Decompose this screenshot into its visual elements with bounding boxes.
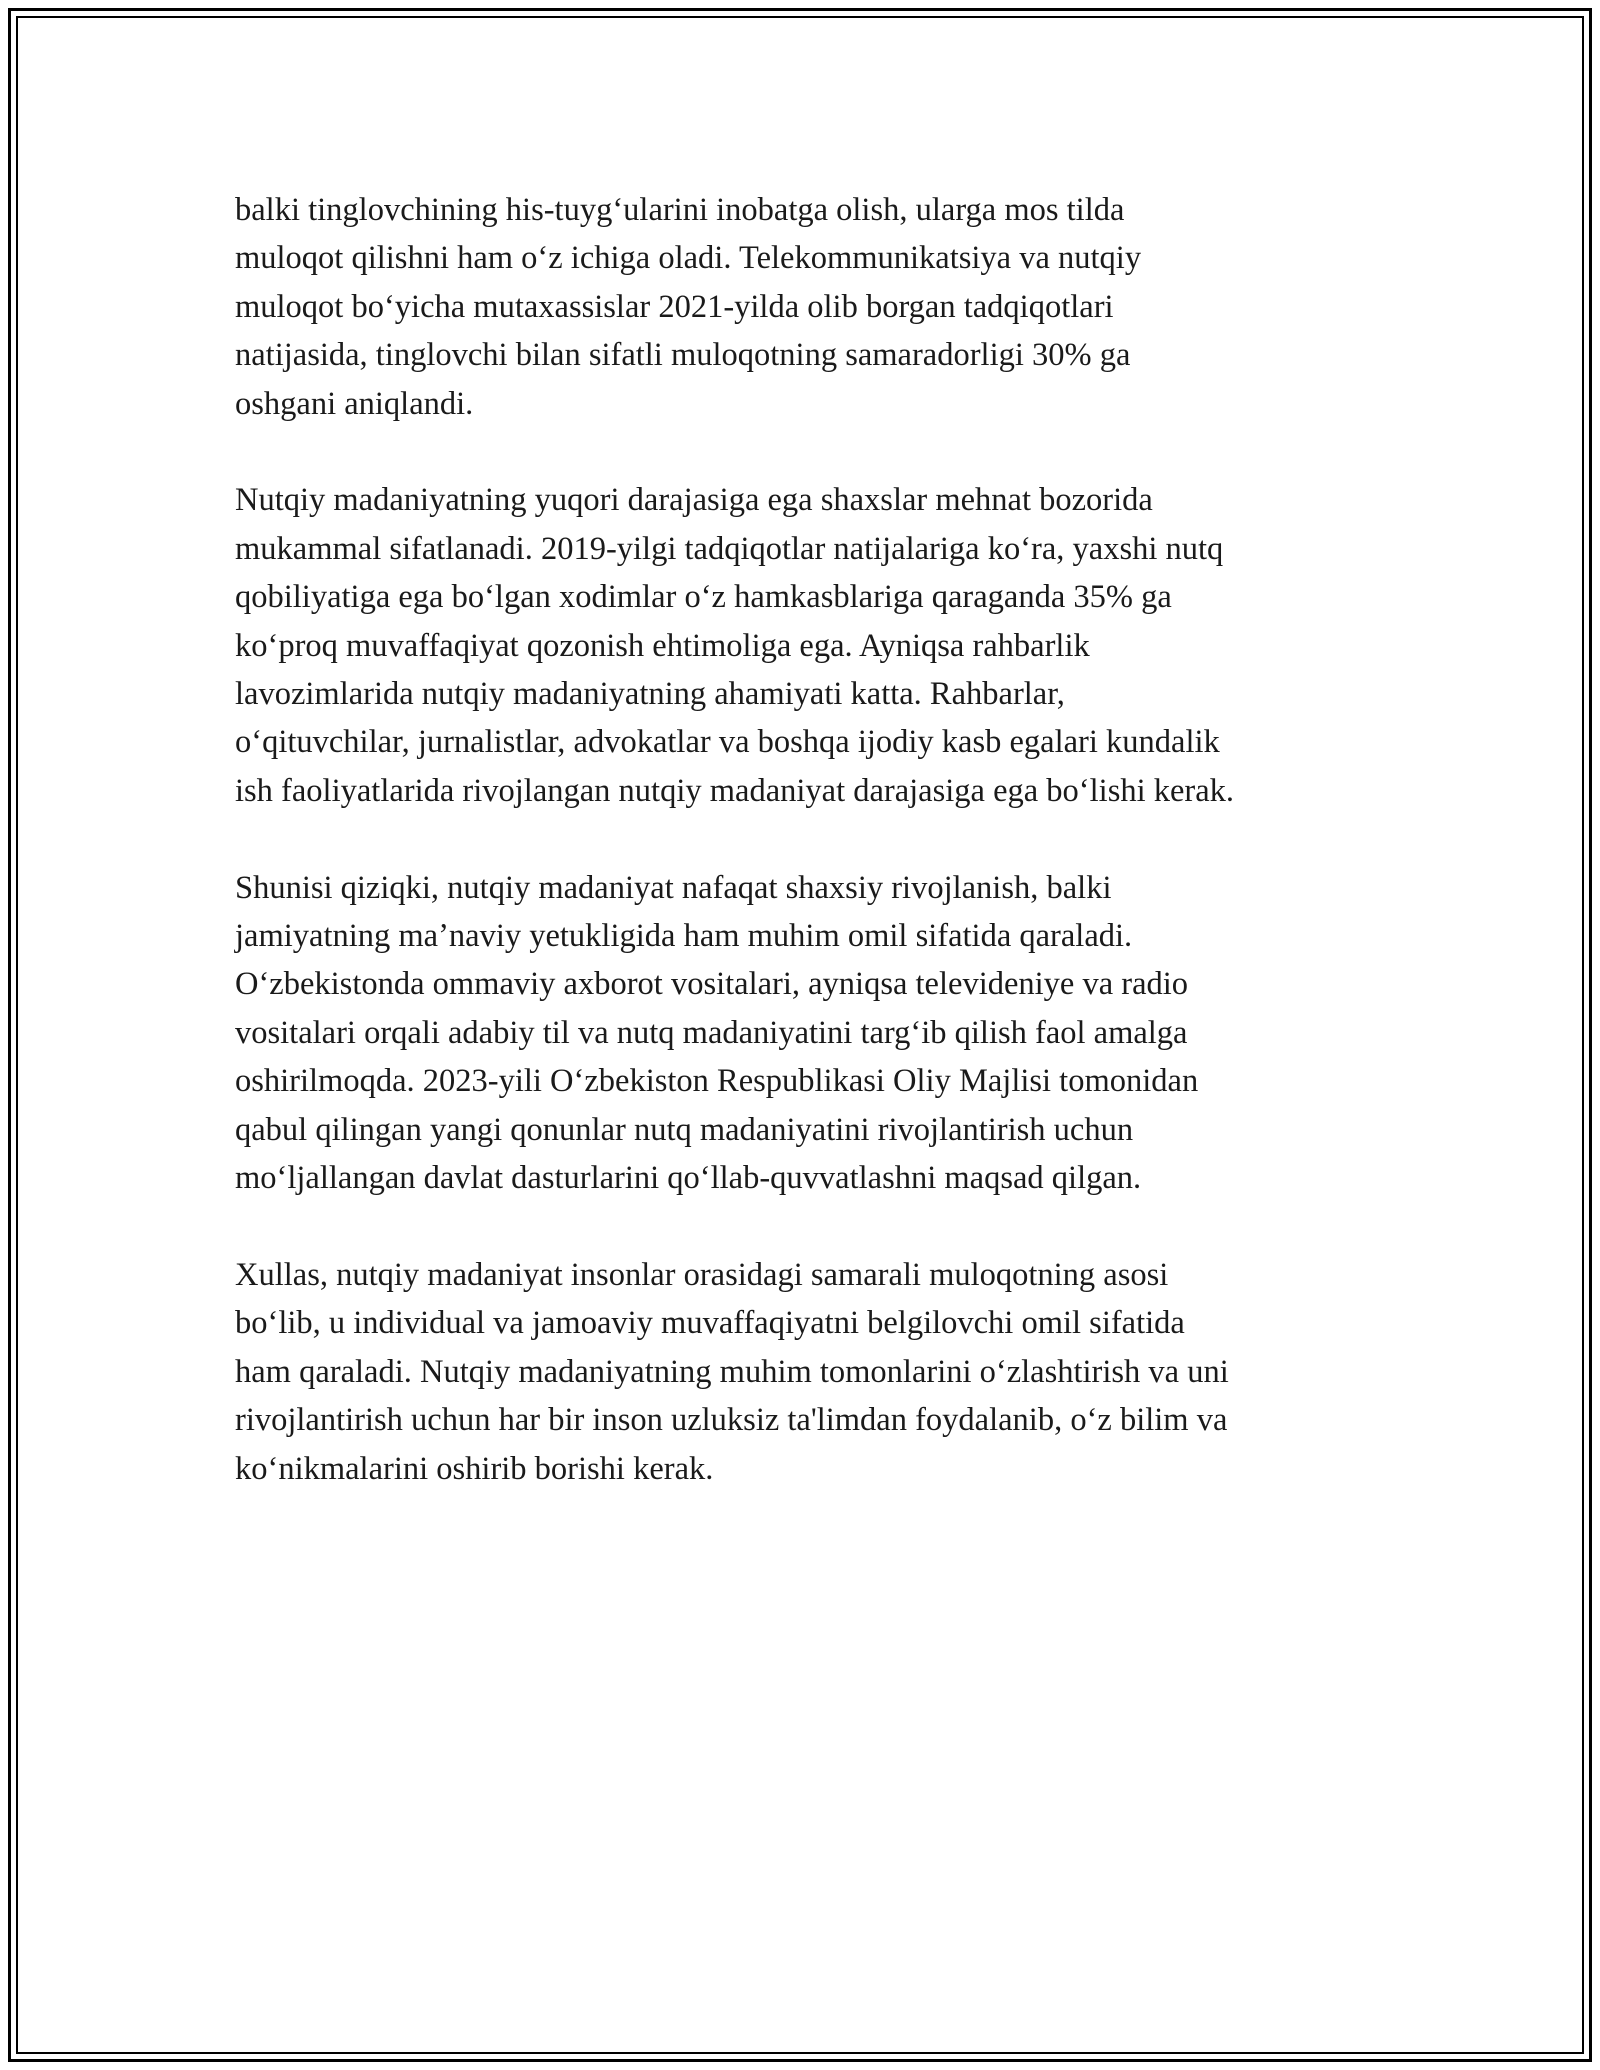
paragraph-listener-communication: balki tinglovchining his-tuygʻularini inobatga olish, ularga mos tilda muloqot qilishni ham oʻz ichiga oladi. Telekommunikatsiya va nutqiy muloqot boʻyicha mutaxassislar 2021-yilda olib borgan tadqiqotlari natijasida, tinglovchi bilan sifatli muloqotning samaradorligi 30% ga oshgani aniqlandi.: [235, 192, 1142, 422]
document-body: [235, 186, 1375, 1541]
paragraph-conclusion: Xullas, nutqiy madaniyat insonlar orasidagi samarali muloqotning asosi boʻlib, u individual va jamoaviy muvaffaqiyatni belgilovchi omil sifatida ham qaraladi. Nutqiy madaniyatning muhim tomonlarini oʻzlashtirish va uni rivojlantirish uchun har bir inson uzluksiz ta'limdan foydalanib, oʻz bilim va koʻnikmalarini oshirib borishi kerak.: [235, 1256, 1229, 1487]
paragraph-labor-market: Nutqiy madaniyatning yuqori darajasiga ega shaxslar mehnat bozorida mukammal sifatlanadi. 2019-yilgi tadqiqotlar natijalariga koʻra, yaxshi nutq qobiliyatiga ega boʻlgan xodimlar oʻz hamkasblariga qaraganda 35% ga koʻproq muvaffaqiyat qozonish ehtimoliga ega. Ayniqsa rahbarlik lavozimlarida nutqiy madaniyatning ahamiyati katta. Rahbarlar, oʻqituvchilar, jurnalistlar, advokatlar va boshqa ijodiy kasb egalari kundalik ish faoliyatlarida rivojlangan nutqiy madaniyat darajasiga ega boʻlishi kerak.: [235, 482, 1235, 809]
paragraph-society-media: Shunisi qiziqki, nutqiy madaniyat nafaqat shaxsiy rivojlanish, balki jamiyatning maʼnaviy yetukligida ham muhim omil sifatida qaraladi. Oʻzbekistonda ommaviy axborot vositalari, ayniqsa televideniye va radio vositalari orqali adabiy til va nutq madaniyatini targʻib qilish faol amalga oshirilmoqda. 2023-yili Oʻzbekiston Respublikasi Oliy Majlisi tomonidan qabul qilingan yangi qonunlar nutq madaniyatini rivojlantirish uchun moʻljallangan davlat dasturlarini qoʻllab-quvvatlashni maqsad qilgan.: [235, 869, 1199, 1197]
